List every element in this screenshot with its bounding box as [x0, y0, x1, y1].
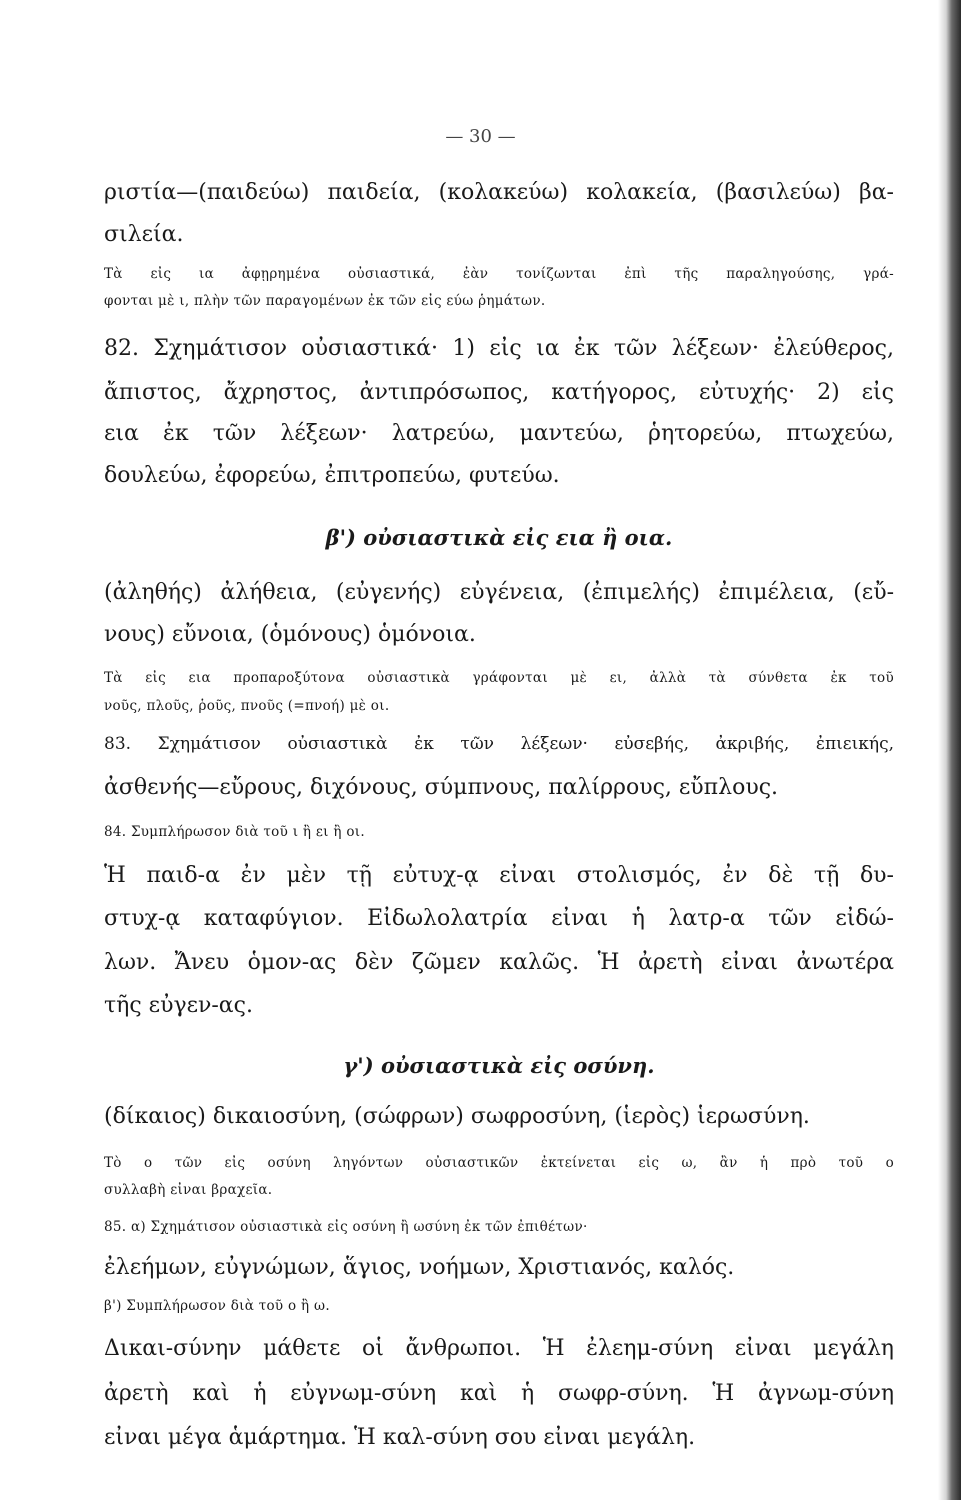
text-line: Δικαι-σύνην μάθετε οἱ ἄνθρωποι. Ἡ ἐλεημ-σύνη εἶναι μεγάλη: [104, 1336, 894, 1361]
text-line: (δίκαιος) δικαιοσύνη, (σώφρων) σωφροσύνη, (ἱερὸς) ἱερωσύνη.: [104, 1104, 810, 1129]
text-line: στυχ-ᾳ καταφύγιον. Εἰδωλολατρία εἶναι ἡ λατρ-α τῶν εἰδώ-: [104, 906, 894, 931]
exercise-line: εια ἐκ τῶν λέξεων· λατρεύω, μαντεύω, ῥητορεύω, πτωχεύω,: [104, 421, 894, 446]
note-line: Τὰ εἰς εια προπαροξύτονα οὐσιαστικὰ γράφονται μὲ ει, ἀλλὰ τὰ σύνθετα ἐκ τοῦ: [104, 670, 894, 686]
exercise-line: 84. Συμπλήρωσον διὰ τοῦ ι ἢ ει ἢ οι.: [104, 824, 365, 840]
text-line: τῆς εὐγεν-ας.: [104, 993, 253, 1018]
text-line: ριστία—(παιδεύω) παιδεία, (κολακεύω) κολακεία, (βασιλεύω) βα-: [104, 180, 894, 205]
exercise-line: 83. Σχημάτισον οὐσιαστικὰ ἐκ τῶν λέξεων· εὐσεβής, ἀκριβής, ἐπιεικής,: [104, 734, 894, 754]
text-line: Ἡ παιδ-α ἐν μὲν τῇ εὐτυχ-ᾳ εἶναι στολισμός, ἐν δὲ τῇ δυ-: [104, 863, 894, 888]
note-line: συλλαβὴ εἶναι βραχεῖα.: [104, 1182, 273, 1198]
text-line: εἶναι μέγα ἁμάρτημα. Ἡ καλ-σύνη σου εἶναι μεγάλη.: [104, 1425, 696, 1450]
page-edge-shadow: [938, 0, 961, 1500]
text-line: ἀρετὴ καὶ ἡ εὐγνωμ-σύνη καὶ ἡ σωφρ-σύνη. Ἡ ἀγνωμ-σύνη: [104, 1381, 894, 1406]
text-line: λων. Ἄνευ ὁμον-ας δὲν ζῶμεν καλῶς. Ἡ ἀρετὴ εἶναι ἀνωτέρα: [104, 950, 894, 975]
exercise-line: 85. α) Σχημάτισον οὐσιαστικὰ εἰς οσύνη ἢ ωσύνη ἐκ τῶν ἐπιθέτων·: [104, 1219, 588, 1235]
note-line: νοῦς, πλοῦς, ῥοῦς, πνοῦς (=πνοή) μὲ οι.: [104, 698, 390, 714]
exercise-line: δουλεύω, ἐφορεύω, ἐπιτροπεύω, φυτεύω.: [104, 463, 560, 488]
section-heading: γ') οὐσιαστικὰ εἰς οσύνη.: [343, 1053, 655, 1078]
note-line: φονται μὲ ι, πλὴν τῶν παραγομένων ἐκ τῶν εἰς εύω ῥημάτων.: [104, 293, 546, 309]
exercise-line: ἀσθενής—εὔρους, διχόνους, σύμπνους, παλίρρους, εὔπλους.: [104, 775, 779, 800]
exercise-line: β') Συμπλήρωσον διὰ τοῦ ο ἢ ω.: [104, 1298, 330, 1314]
section-heading: β') οὐσιαστικὰ εἰς εια ἢ οια.: [325, 525, 673, 550]
note-line: Τὸ ο τῶν εἰς οσύνη ληγόντων οὐσιαστικῶν ἐκτείνεται εἰς ω, ἂν ἡ πρὸ τοῦ ο: [104, 1155, 894, 1171]
exercise-line: 82. Σχημάτισον οὐσιαστικά· 1) εἰς ια ἐκ τῶν λέξεων· ἐλεύθερος,: [104, 336, 894, 361]
note-line: Τὰ εἰς ια ἀφῃρημένα οὐσιαστικά, ἐὰν τονίζωνται ἐπὶ τῆς παραληγούσης, γρά-: [104, 266, 894, 282]
text-line: ἐλεήμων, εὐγνώμων, ἅγιος, νοήμων, Χριστιανός, καλός.: [104, 1255, 735, 1280]
text-line: σιλεία.: [104, 222, 184, 247]
text-line: νους) εὔνοια, (ὁμόνους) ὁμόνοια.: [104, 622, 476, 647]
page-number: — 30 —: [445, 126, 516, 147]
text-line: (ἀληθής) ἀλήθεια, (εὐγενής) εὐγένεια, (ἐπιμελής) ἐπιμέλεια, (εὔ-: [104, 580, 894, 605]
exercise-line: ἄπιστος, ἄχρηστος, ἀντιπρόσωπος, κατήγορος, εὐτυχής· 2) εἰς: [104, 380, 894, 405]
